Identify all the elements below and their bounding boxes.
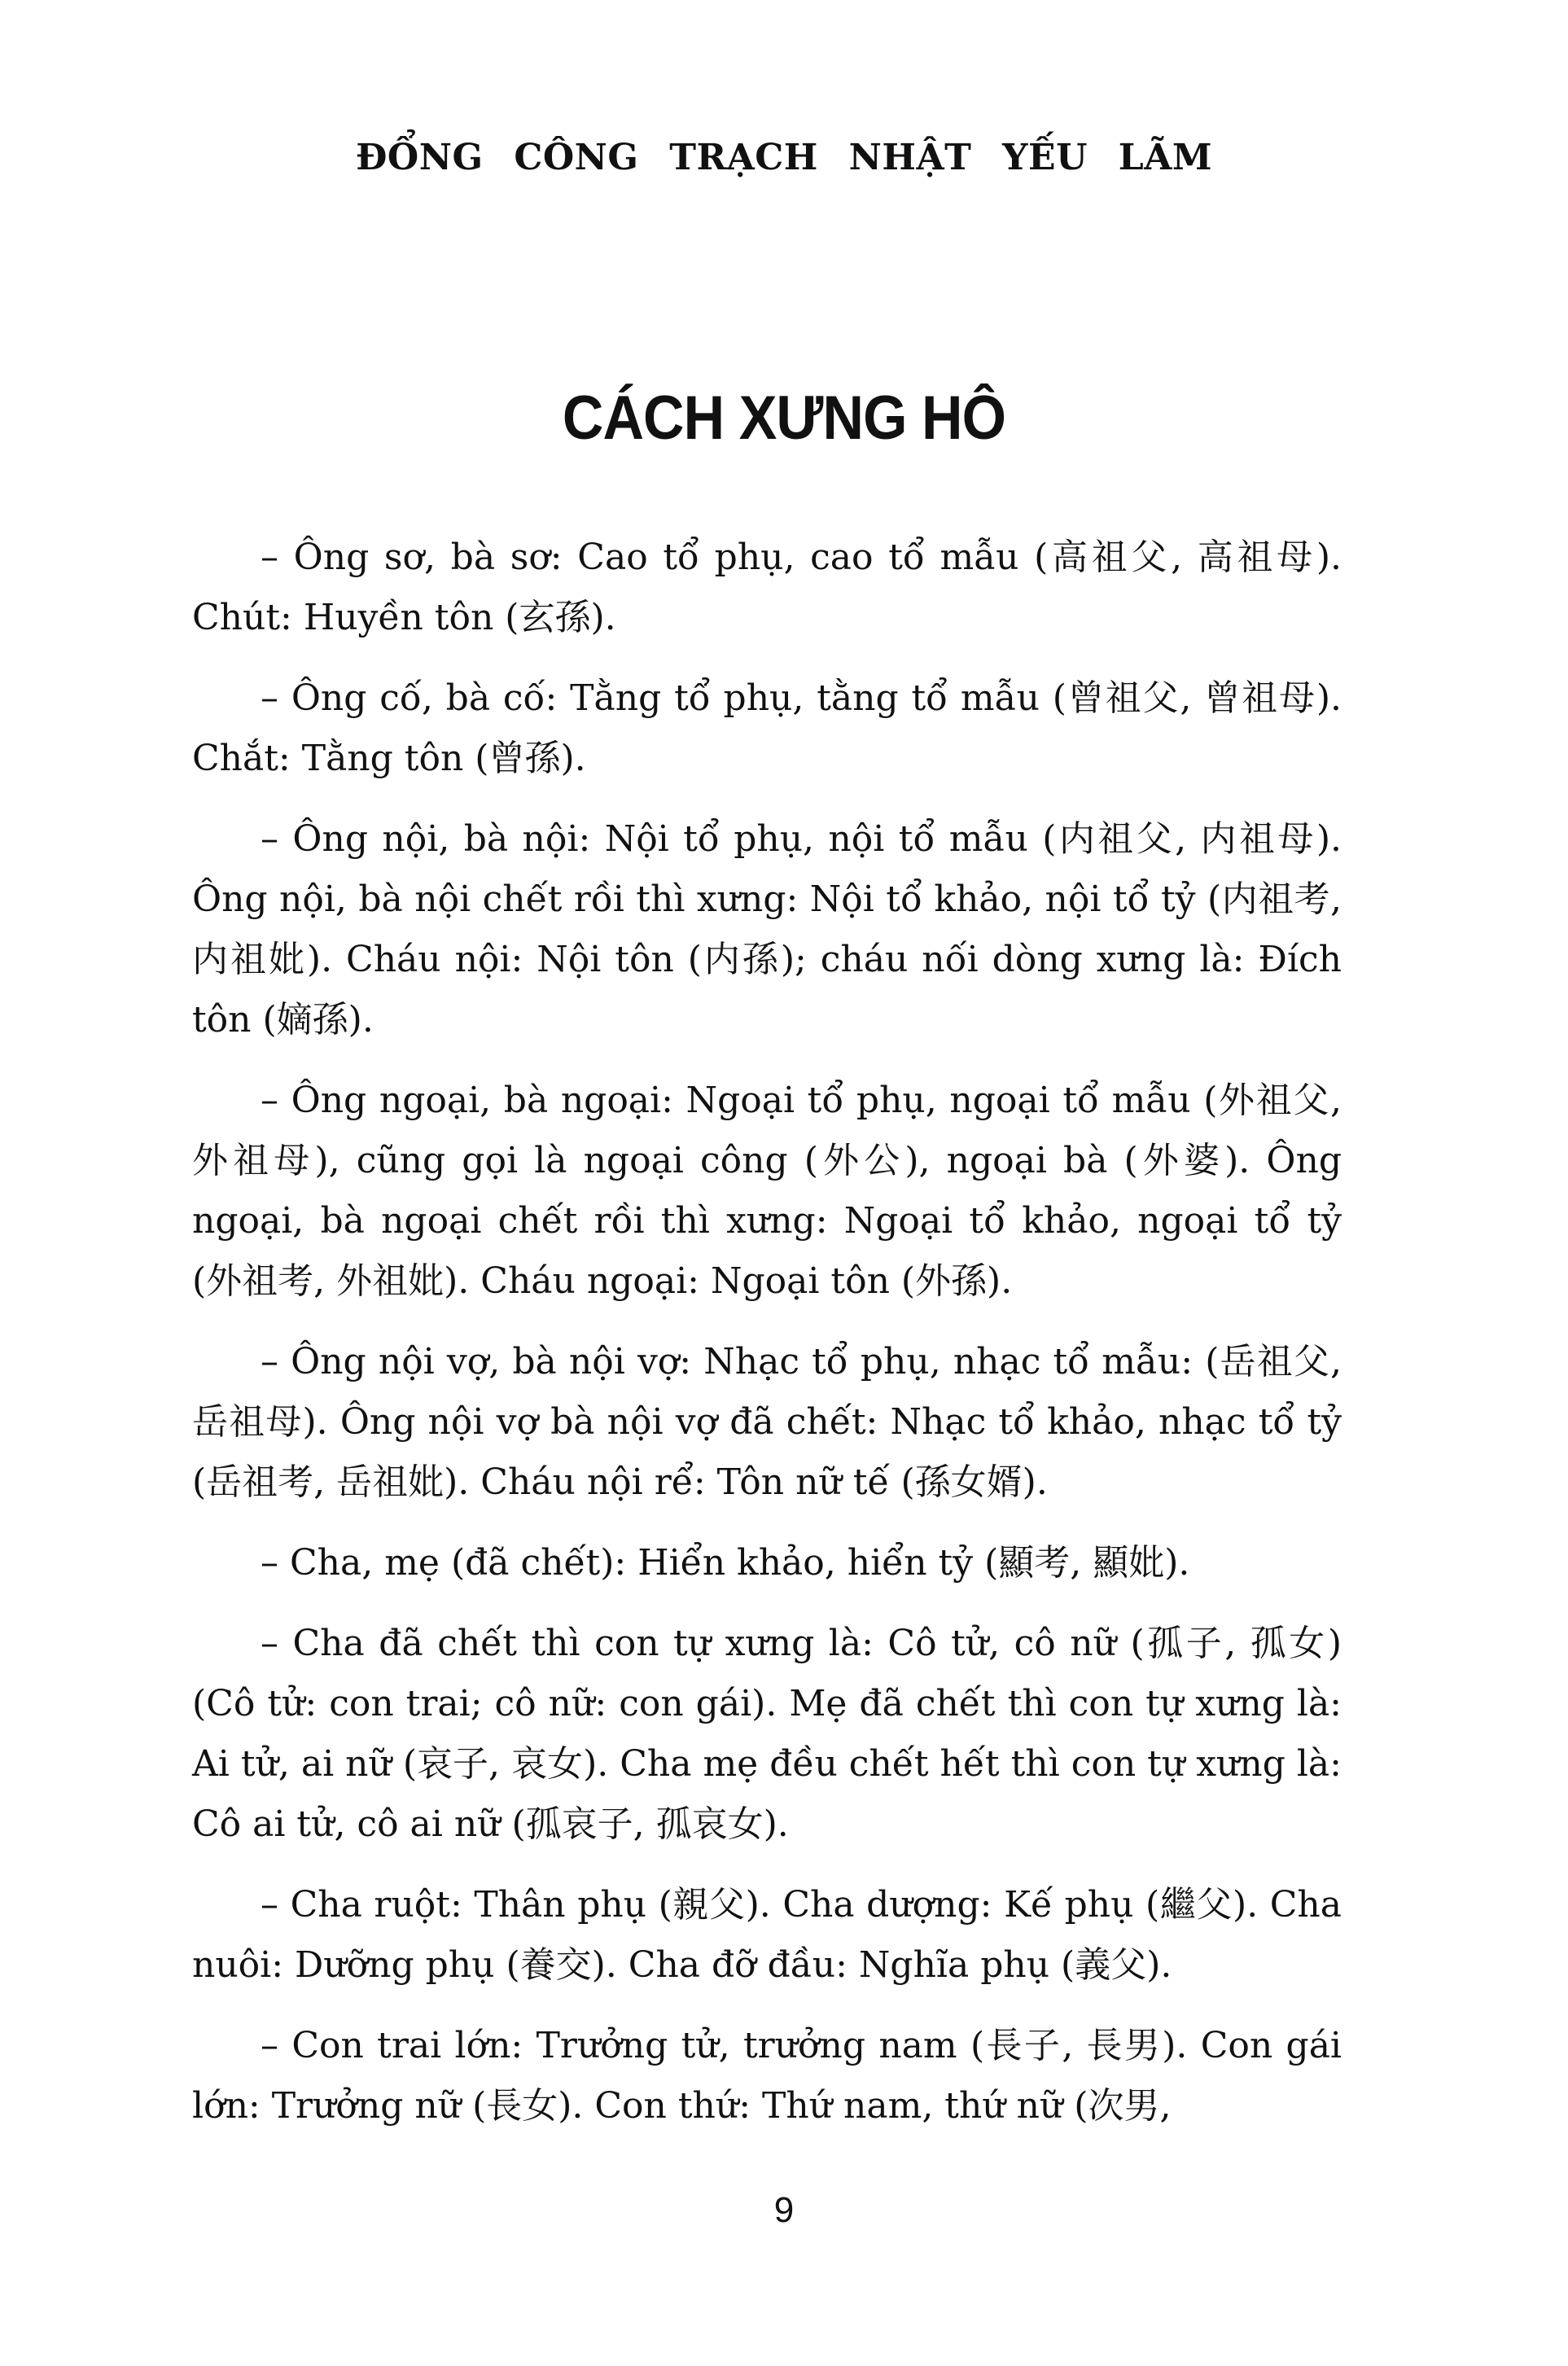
paragraph-ong-noi-vo: – Ông nội vợ, bà nội vợ: Nhạc tổ phụ, nhạc tổ mẫu: (岳祖父, 岳祖母). Ông nội vợ bà nội vợ đã chết: Nhạc tổ khảo, nhạc tổ tỷ (岳祖考, 岳祖妣). Cháu nội rể: Tôn nữ tế (孫女婿). xyxy=(192,1341,1342,1503)
page-number: 9 xyxy=(773,2190,795,2230)
paragraph-cha-me-da-chet: – Cha, mẹ (đã chết): Hiển khảo, hiển tỷ (顯考, 顯妣). xyxy=(261,1542,1190,1584)
paragraph-cha-ruot: – Cha ruột: Thân phụ (親父). Cha dượng: Kế phụ (繼父). Cha nuôi: Dưỡng phụ (養交). Cha đỡ đầu: Nghĩa phụ (義父). xyxy=(192,1884,1342,1986)
paragraph-ong-noi: – Ông nội, bà nội: Nội tổ phụ, nội tổ mẫu (内祖父, 内祖母). Ông nội, bà nội chết rồi thì xưng: Nội tổ khảo, nội tổ tỷ (内祖考, 内祖妣). Cháu nội: Nội tôn (内孫); cháu nối dòng xưng là: Đích tôn (嫡孫). xyxy=(192,818,1342,1041)
running-header-title: ĐỔNG CÔNG TRẠCH NHẬT YẾU LÃM xyxy=(355,137,1213,178)
body-text xyxy=(192,528,1342,2157)
paragraph-ong-ngoai: – Ông ngoại, bà ngoại: Ngoại tổ phụ, ngoại tổ mẫu (外祖父, 外祖母), cũng gọi là ngoại công (外公), ngoại bà (外婆). Ông ngoại, bà ngoại chết rồi thì xưng: Ngoại tổ khảo, ngoại tổ tỷ (外祖考, 外祖妣). Cháu ngoại: Ngoại tôn (外孫). xyxy=(192,1080,1342,1302)
paragraph-cha-da-chet: – Cha đã chết thì con tự xưng là: Cô tử, cô nữ (孤子, 孤女) (Cô tử: con trai; cô nữ: con gái). Mẹ đã chết thì con tự xưng là: Ai tử, ai nữ (哀子, 哀女). Cha mẹ đều chết hết thì con tự xưng là: Cô ai tử, cô ai nữ (孤哀子, 孤哀女). xyxy=(192,1623,1342,1845)
paragraph-con-trai-lon: – Con trai lớn: Trưởng tử, trưởng nam (長子, 長男). Con gái lớn: Trưởng nữ (長女). Con thứ: Thứ nam, thứ nữ (次男, xyxy=(192,2025,1342,2127)
paragraph-ong-co: – Ông cố, bà cố: Tằng tổ phụ, tằng tổ mẫu (曾祖父, 曾祖母). Chắt: Tằng tôn (曾孫). xyxy=(192,677,1342,779)
chapter-title: CÁCH XƯNG HÔ xyxy=(562,383,1006,453)
paragraph-ong-so: – Ông sơ, bà sơ: Cao tổ phụ, cao tổ mẫu (高祖父, 高祖母). Chút: Huyền tôn (玄孫). xyxy=(192,537,1342,638)
